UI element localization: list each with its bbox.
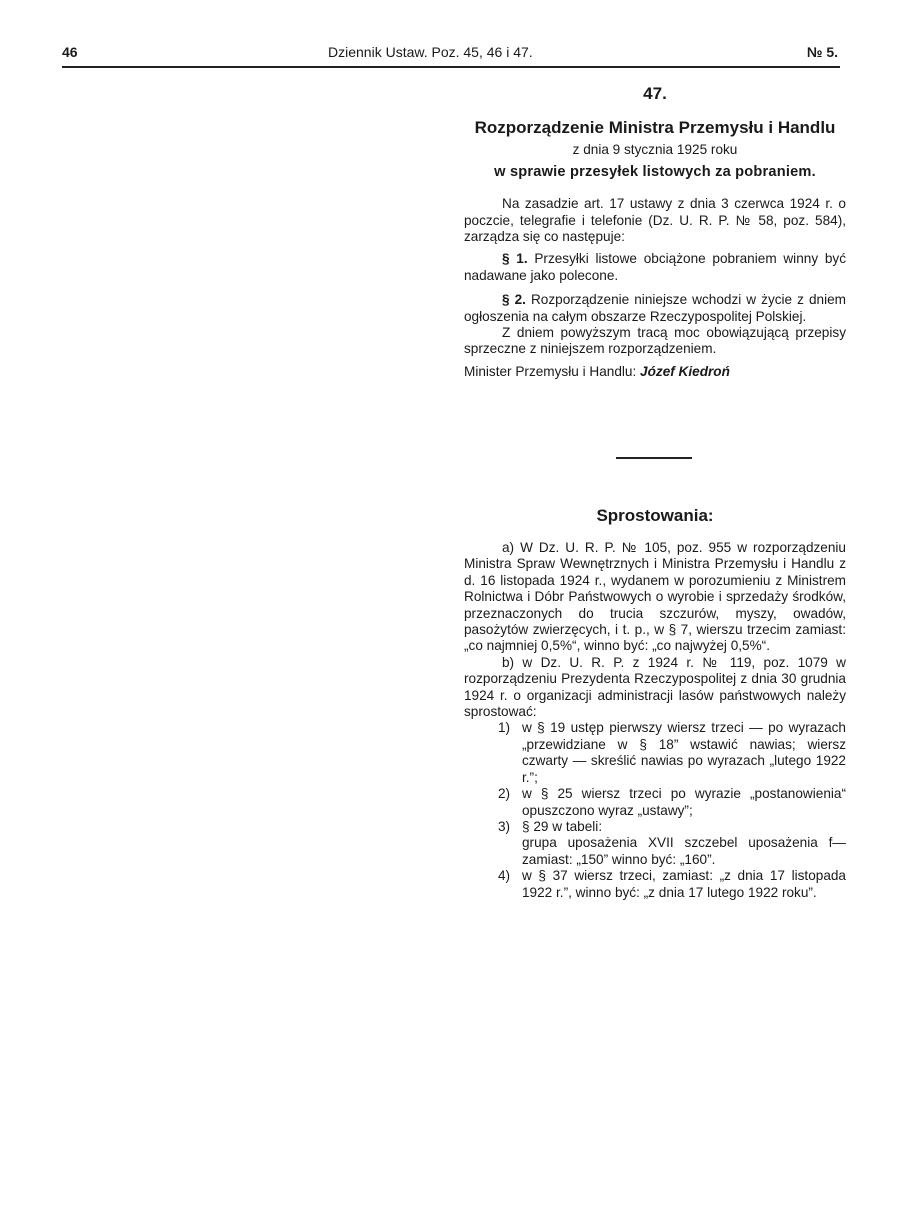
list-item-label: 1) <box>498 720 511 736</box>
regulation-subject: w sprawie przesyłek listowych za pobraniem. <box>494 163 816 180</box>
list-item-text: w § 37 wiersz trzeci, zamiast: „z dnia 17 listopada 1922 r.”, winno być: „z dnia 17 lutego 1922 roku”. <box>522 868 846 900</box>
list-item <box>464 720 846 786</box>
page-header <box>62 44 840 66</box>
list-item-text: § 29 w tabeli: <box>522 818 603 834</box>
list-item-label: 3) <box>498 818 511 834</box>
regulation-title: Rozporządzenie Ministra Przemysłu i Handlu <box>474 118 836 137</box>
paragraph-2-label: § 2. <box>502 292 526 308</box>
list-item-text: w § 19 ustęp pierwszy wiersz trzeci — po wyrazach „przewidziane w § 18” wstawić nawias; wiersz czwarty — skreślić nawias po wyrazach „lutego 1922 r.”; <box>522 720 846 785</box>
list-item-label: 2) <box>498 786 511 802</box>
correction-b: b) w Dz. U. R. P. z 1924 r. № 119, poz. 1079 w rozporządzeniu Prezydenta Rzeczypospolitej z dnia 30 grudnia 1924 r. o organizacji administracji lasów państwowych należy sprostować: <box>464 654 846 720</box>
page-number: 46 <box>62 44 78 60</box>
paragraph-1 <box>464 251 846 284</box>
correction-a: a) W Dz. U. R. P. № 105, poz. 955 w rozporządzeniu Ministra Spraw Wewnętrznych i Ministra Przemysłu i Handlu z d. 16 listopada 1924 r., wydanem w porozumieniu z Ministrem Rolnictwa i Dóbr Państwowych o wyrobie i sprzedaży środków, przeznaczonych do trucia szczurów, myszy, owadów, pasożytów zwierzęcych, i t. p., w § 7, wierszu trzecim zamiast: „co najmniej 0,5%“, winno być: „co najwyżej 0,5%“. <box>464 540 846 654</box>
list-item-label: 4) <box>498 868 511 884</box>
signature <box>464 364 846 380</box>
header-rule <box>62 66 840 68</box>
issue-number: № 5. <box>806 44 838 60</box>
section-47 <box>464 86 846 380</box>
paragraph-1-text: Przesyłki listowe obciążone pobraniem winny być nadawane jako polecone. <box>464 251 846 283</box>
corrections-title: Sprostowania: <box>596 506 714 525</box>
list-item-text-continued: grupa uposażenia XVII szczebel uposażenia f— zamiast: „150” winno być: „160”. <box>522 835 846 867</box>
paragraph-2-continuation: Z dniem powyższym tracą moc obowiązującą przepisy sprzeczne z niniejszem rozporządzeniem. <box>464 325 846 357</box>
signature-role: Minister Przemysłu i Handlu: <box>464 363 637 379</box>
paragraph-1-label: § 1. <box>502 251 528 267</box>
section-number: 47. <box>643 84 667 103</box>
list-item <box>464 819 846 868</box>
list-item-text: w § 25 wiersz trzeci po wyrazie „postanowienia“ opuszczono wyraz „ustawy”; <box>522 786 846 818</box>
list-item <box>464 868 846 901</box>
list-item <box>464 786 846 819</box>
correction-list <box>464 720 846 900</box>
paragraph-2 <box>464 292 846 325</box>
signature-name: Józef Kiedroń <box>640 363 730 379</box>
journal-title: Dziennik Ustaw. Poz. 45, 46 i 47. <box>328 44 533 60</box>
paragraph-2-text: Rozporządzenie niniejsze wchodzi w życie z dniem ogłoszenia na całym obszarze Rzeczypospolitej Polskiej. <box>464 292 846 324</box>
corrections-section <box>464 508 846 901</box>
regulation-date: z dnia 9 stycznia 1925 roku <box>572 142 738 158</box>
regulation-intro: Na zasadzie art. 17 ustawy z dnia 3 czerwca 1924 r. o poczcie, telegrafie i telefonie (Dz. U. R. P. № 58, poz. 584), zarządza się co następuje: <box>464 196 846 245</box>
section-divider <box>616 457 692 459</box>
